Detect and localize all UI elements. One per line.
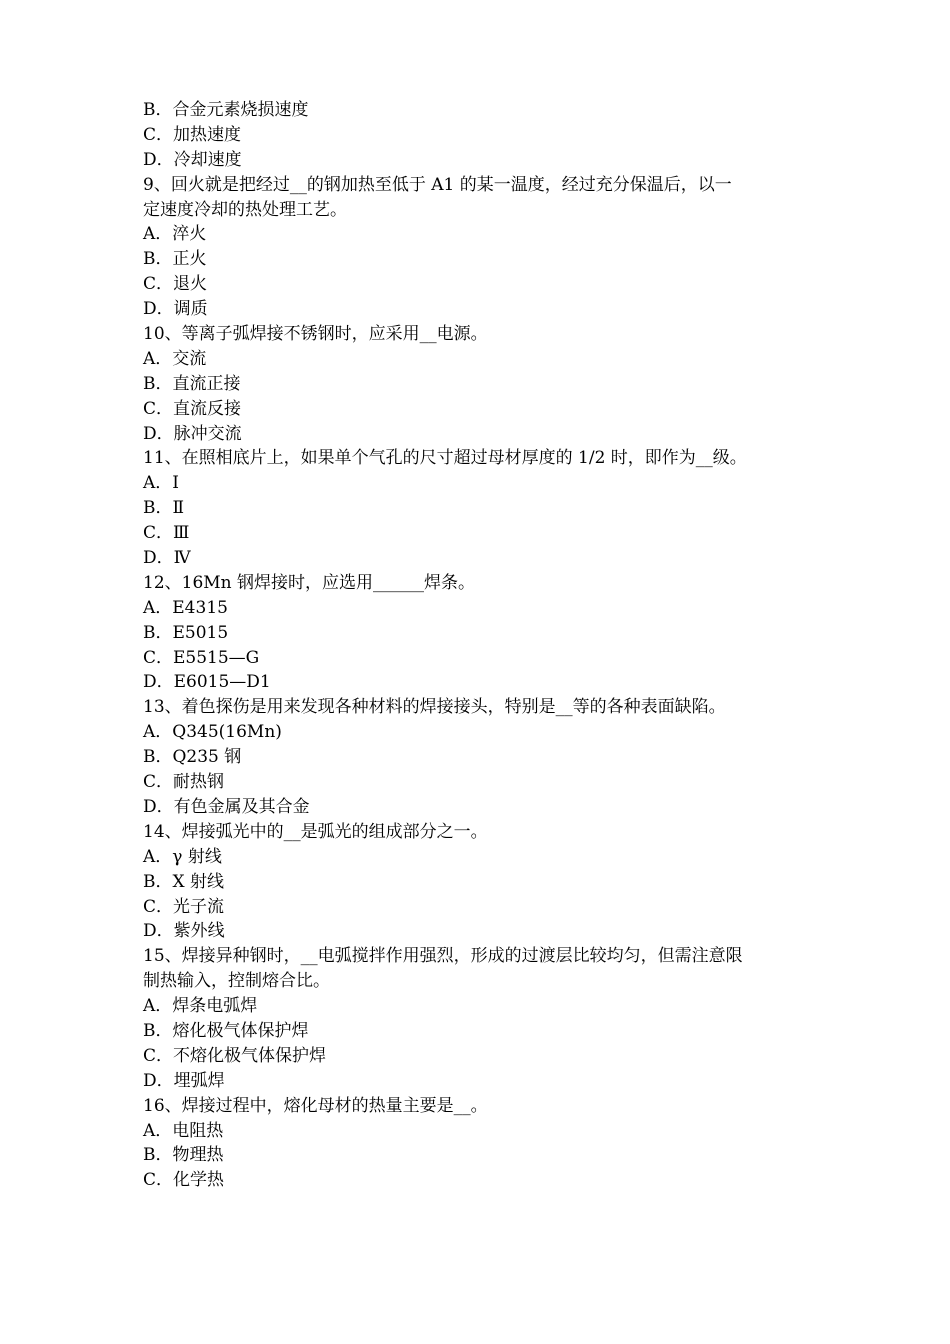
answer-option: C．耐热钢 <box>143 772 225 793</box>
question-text-line: 14、焊接弧光中的__是弧光的组成部分之一。 <box>143 821 488 842</box>
answer-option: A．焊条电弧焊 <box>143 996 258 1017</box>
answer-option: B．E5015 <box>143 622 229 643</box>
answer-option: C．Ⅲ <box>143 523 190 544</box>
question-text-line: 15、焊接异种钢时，__电弧搅拌作用强烈，形成的过渡层比较均匀，但需注意限 <box>143 946 743 967</box>
question <box>143 446 815 471</box>
question-text-line: 11、在照相底片上，如果单个气孔的尺寸超过母材厚度的 1/2 时，即作为__级。 <box>143 448 747 469</box>
answer-option: C．化学热 <box>143 1170 225 1191</box>
question <box>143 695 815 720</box>
answer-option: D．紫外线 <box>143 921 225 942</box>
question <box>143 944 815 994</box>
answer-option: A．Ⅰ <box>143 473 179 494</box>
answer-option: C．退火 <box>143 274 208 295</box>
answer-option: B．合金元素烧损速度 <box>143 100 309 120</box>
answer-option: A．γ 射线 <box>143 846 222 867</box>
answer-option: B．熔化极气体保护焊 <box>143 1020 309 1041</box>
question-text-line: 12、16Mn 钢焊接时，应选用______焊条。 <box>143 572 476 593</box>
question-text-line: 制热输入，控制熔合比。 <box>143 971 330 992</box>
question-text-line: 16、焊接过程中，熔化母材的热量主要是__。 <box>143 1095 488 1116</box>
answer-option: B．Q235 钢 <box>143 747 242 768</box>
question <box>143 571 815 596</box>
answer-option: B．X 射线 <box>143 871 224 892</box>
answer-option: C．加热速度 <box>143 124 242 145</box>
answer-option: D．埋弧焊 <box>143 1070 225 1091</box>
answer-option: D．E6015—D1 <box>143 672 271 693</box>
answer-option: A．淬火 <box>143 224 207 245</box>
question <box>143 1094 815 1119</box>
answer-option: D．调质 <box>143 299 208 320</box>
answer-option: D．Ⅳ <box>143 548 191 569</box>
answer-option: D．有色金属及其合金 <box>143 796 310 817</box>
question <box>143 173 815 223</box>
question <box>143 322 815 347</box>
answer-option: B．物理热 <box>143 1145 224 1166</box>
answer-option: D．脉冲交流 <box>143 423 242 444</box>
question <box>143 820 815 845</box>
answer-option: D．冷却速度 <box>143 149 242 170</box>
answer-option: C．直流反接 <box>143 398 242 419</box>
answer-option: A．交流 <box>143 348 207 369</box>
document-page <box>143 98 815 1193</box>
question-text-line: 10、等离子弧焊接不锈钢时，应采用__电源。 <box>143 324 488 345</box>
answer-option: A．E4315 <box>143 597 228 618</box>
question-text-line: 定速度冷却的热处理工艺。 <box>143 199 347 220</box>
question-text-line: 13、着色探伤是用来发现各种材料的焊接接头，特别是__等的各种表面缺陷。 <box>143 697 726 718</box>
question-text-line: 9、回火就是把经过__的钢加热至低于 A1 的某一温度，经过充分保温后，以一 <box>143 174 732 195</box>
answer-option: B．直流正接 <box>143 373 241 394</box>
answer-option: A．Q345(16Mn) <box>143 722 282 743</box>
answer-option: C．光子流 <box>143 896 225 917</box>
answer-option: B．Ⅱ <box>143 498 185 519</box>
answer-option: B．正火 <box>143 249 207 270</box>
answer-option: A．电阻热 <box>143 1120 224 1141</box>
answer-option: C．不熔化极气体保护焊 <box>143 1045 327 1066</box>
answer-option: C．E5515—G <box>143 647 260 668</box>
